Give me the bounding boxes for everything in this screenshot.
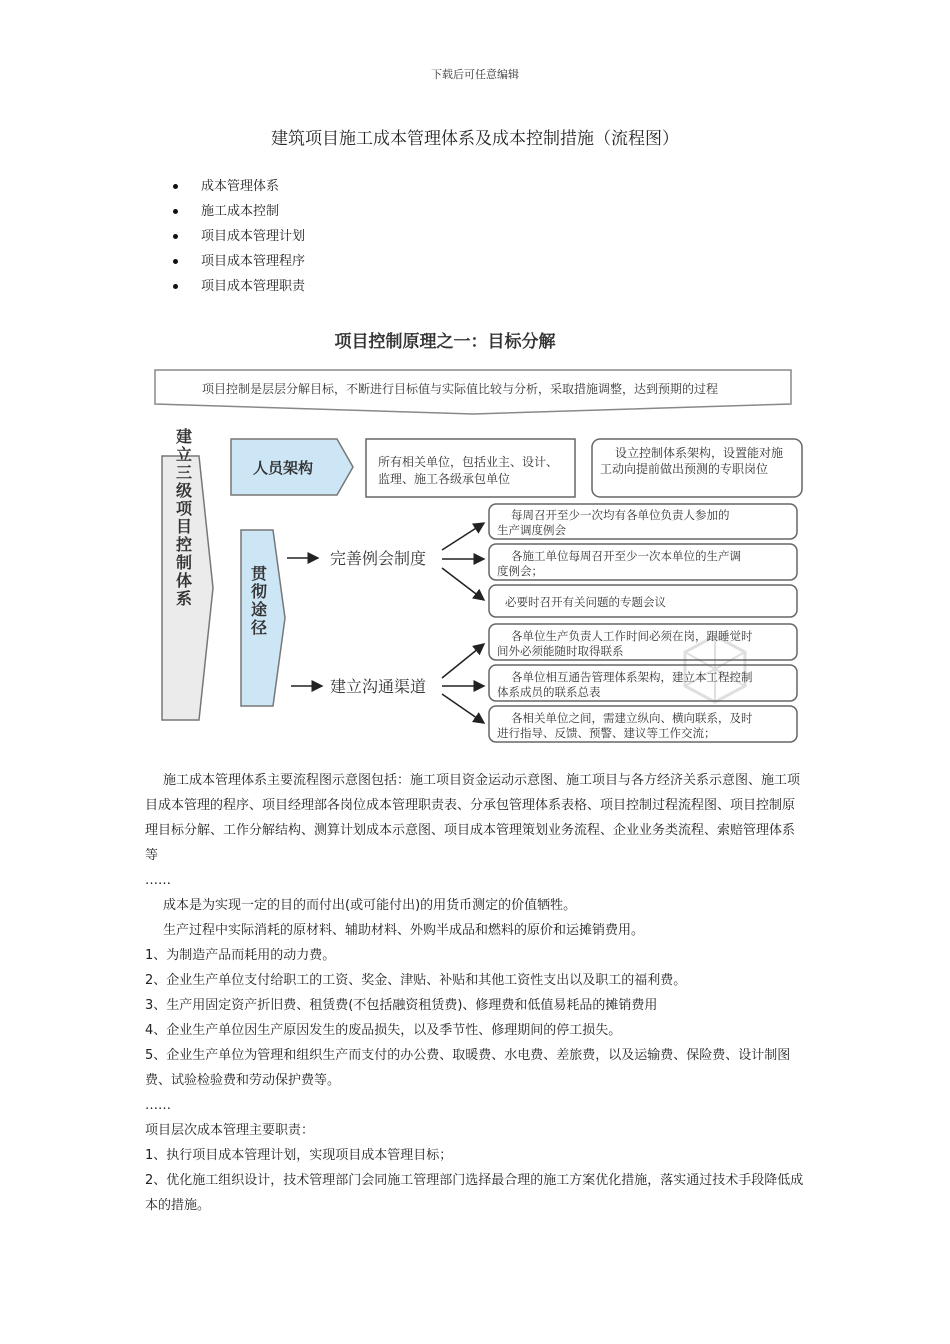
approach-label: 贯彻途径 [248, 565, 268, 637]
personnel-desc-line: 所有相关单位，包括业主、设计、 [378, 455, 559, 469]
paragraph: 2、优化施工组织设计，技术管理部门会同施工管理部门选择最合理的施工方案优化措施，落实通过技术手段降低成本的措施。 [145, 1173, 804, 1213]
list-item: 项目成本管理职责 [170, 274, 305, 299]
meeting-item-line: 各施工单位每周召开至少一次本单位的生产调 [511, 549, 741, 563]
paragraph: 成本是为实现一定的目的而付出(或可能付出)的用货币测定的价值牺牲。 [163, 898, 577, 913]
paragraph: 1、执行项目成本管理计划，实现项目成本管理目标； [145, 1148, 453, 1163]
channel-item-line: 各单位生产负责人工作时间必须在岗，跟睡觉时 [511, 629, 753, 643]
paragraph: …… [145, 873, 171, 888]
setup-desc-line: 设立控制体系架构，设置能对施 [615, 446, 784, 460]
paragraph: 生产过程中实际消耗的原材料、辅助材料、外购半成品和燃料的原价和运摊销费用。 [163, 923, 645, 938]
personnel-desc-line: 监理、施工各级承包单位 [378, 472, 511, 486]
list-item: 项目成本管理计划 [170, 224, 305, 249]
paragraph: 5、企业生产单位为管理和组织生产而支付的办公费、取暖费、水电费、差旅费，以及运输费、保险费、设计制图费、试验检验费和劳动保护费等。 [145, 1048, 791, 1088]
figure-heading: 项目控制原理之一：目标分解 [334, 332, 556, 352]
paragraph: 3、生产用固定资产折旧费、租赁费(不包括融资租赁费)、修理费和低值易耗品的摊销费用 [145, 998, 658, 1013]
left-bar-label: 建立三级项目控制体系 [173, 428, 193, 608]
meeting-item-line: 每周召开至少一次均有各单位负责人参加的 [511, 508, 730, 522]
list-item: 施工成本控制 [170, 199, 305, 224]
paragraph: 2、企业生产单位支付给职工的工资、奖金、津贴、补贴和其他工资性支出以及职工的福利费。 [145, 973, 687, 988]
paragraph: 施工成本管理体系主要流程图示意图包括：施工项目资金运动示意图、施工项目与各方经济关系示意图、施工项目成本管理的程序、项目经理部各岗位成本管理职责表、分承包管理体系表格、项目控制过程流程图、项目控制原理目标分解、工作分解结构、测算计划成本示意图、项目成本管理策划业务流程、企业业务类流程、索赔管理体系等 [145, 773, 801, 863]
flowchart-figure [145, 318, 817, 750]
personnel-label: 人员架构 [252, 459, 314, 477]
paragraph: …… [145, 1098, 171, 1113]
arrow [442, 644, 484, 678]
paragraph: 项目层次成本管理主要职责： [145, 1123, 315, 1138]
body-text [145, 768, 807, 1218]
setup-desc-line: 工动向提前做出预测的专职岗位 [600, 462, 769, 476]
page-title: 建筑项目施工成本管理体系及成本控制措施（流程图） [271, 129, 679, 149]
meeting-item-line: 度例会； [497, 564, 543, 578]
banner-text: 项目控制是层层分解目标，不断进行目标值与实际值比较与分析，采取措施调整，达到预期的过程 [201, 382, 719, 396]
paragraph: 4、企业生产单位因生产原因发生的废品损失，以及季节性、修理期间的停工损失。 [145, 1023, 622, 1038]
meeting-label: 完善例会制度 [330, 549, 427, 568]
list-item: 项目成本管理程序 [170, 249, 305, 274]
arrow [442, 523, 484, 550]
toc-list [170, 174, 305, 299]
meeting-item-line: 生产调度例会 [497, 523, 566, 537]
paragraph: 1、为制造产品而耗用的动力费。 [145, 948, 336, 963]
channel-label: 建立沟通渠道 [330, 677, 427, 696]
header-note: 下载后可任意编辑 [431, 68, 519, 81]
channel-item-line: 各单位相互通告管理体系架构，建立本工程控制 [511, 670, 753, 684]
channel-item-line: 各相关单位之间，需建立纵向、横向联系，及时 [511, 711, 753, 725]
meeting-item-line: 必要时召开有关问题的专题会议 [505, 595, 666, 609]
channel-item-line: 进行指导、反馈、预警、建议等工作交流； [497, 726, 716, 740]
channel-item-line: 体系成员的联系总表 [497, 685, 601, 699]
arrow [442, 568, 484, 600]
channel-item-line: 间外必须能随时取得联系 [497, 644, 624, 658]
list-item: 成本管理体系 [170, 174, 305, 199]
arrow [442, 694, 484, 723]
